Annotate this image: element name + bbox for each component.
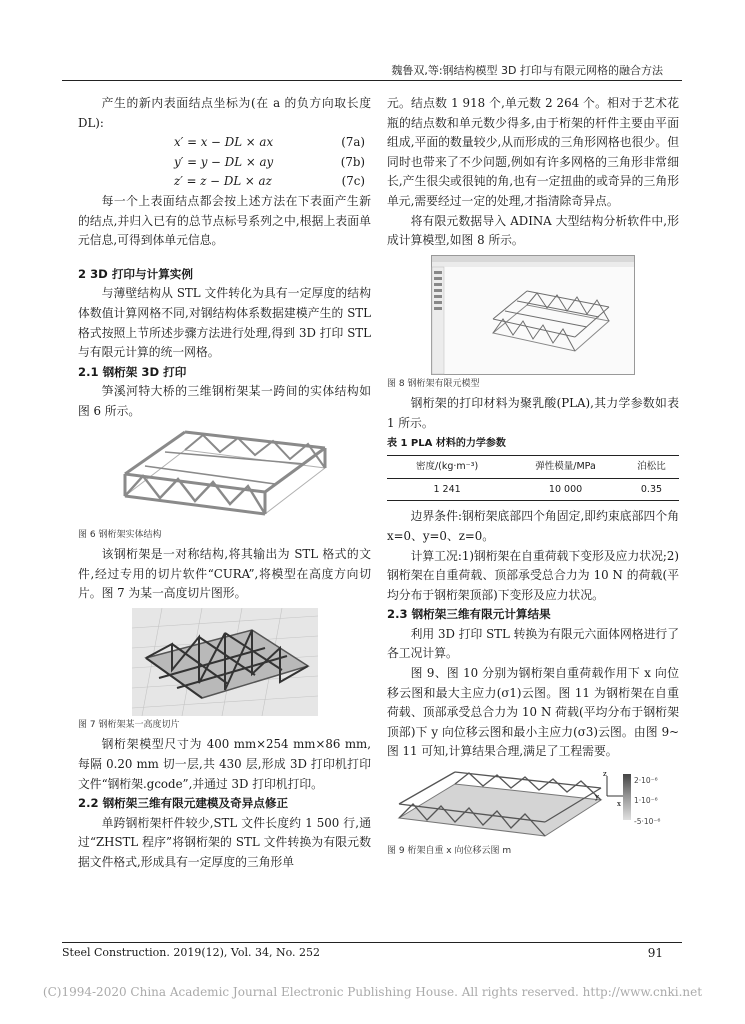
paragraph: 钢桁架模型尺寸为 400 mm×254 mm×86 mm,每隔 0.20 mm 切一层,共 430 层,形成 3D 打印机打印文件“钢桁架.gcode”,并通过 3D 打印机打印。 [78, 737, 371, 791]
equation-7b: y′ = y − DL × ay (7b) [174, 154, 365, 169]
svg-text:z: z [603, 772, 607, 779]
journal-citation: Steel Construction. 2019(12), Vol. 34, No. 252 [62, 946, 320, 959]
truss-contour-image [395, 770, 605, 840]
footer-rule [62, 942, 682, 943]
paragraph: 元。结点数 1 918 个,单元数 2 264 个。相对于艺术花瓶的结点数和单元数少得多,由于桁架的杆件主要由平面组成,平面的数量较少,从而形成的三角形网格也很少。但同时也带来了不少问题,例如有许多网格的三角形非常细长,产生很尖或很钝的角,也有一定扭曲的或奇异的三角形单元,需要经过一定的处理,才指清除奇异点。 [387, 96, 679, 208]
section-heading: 2 3D 打印与计算实例 [78, 266, 193, 281]
page-number: 91 [647, 946, 663, 960]
running-header: 魏鲁双,等:钢结构模型 3D 打印与有限元网格的融合方法 [391, 64, 663, 77]
table-row [387, 478, 679, 501]
figure-caption: 图 8 钢桁架有限元模型 [387, 378, 480, 389]
figure-caption: 图 6 钢桁架实体结构 [78, 529, 162, 540]
paragraph: 计算工况:1)钢桁架在自重荷载下变形及应力状况;2)钢桁架在自重荷载、顶部承受总合力为 10 N 的荷载(平均分布于钢桁架顶部)下变形及应力状况。 [387, 548, 679, 602]
paragraph: 边界条件:钢桁架底部四个角固定,即约束底部四个角 x=0、y=0、z=0。 [387, 509, 679, 543]
paragraph: 钢桁架的打印材料为聚乳酸(PLA),其力学参数如表 1 所示。 [387, 396, 679, 430]
paragraph: 图 9、图 10 分别为钢桁架自重荷载作用下 x 向位移云图和最大主应力(σ1)云图。图 11 为钢桁架在自重荷载、顶部承受总合力为 10 N 荷载(平均分布于钢桁架顶部)下 y 向位移云图和最小主应力(σ3)云图。由图 9~图 11 可知,计算结果合理,满足了工程需要。 [387, 666, 679, 759]
svg-text:x: x [617, 800, 621, 809]
figure-6-truss-image [115, 426, 335, 526]
legend-label-bottom: -5·10⁻⁶ [634, 817, 661, 827]
legend-label-top: 2·10⁻⁶ [634, 776, 658, 786]
section-heading: 2.3 钢桁架三维有限元计算结果 [387, 607, 551, 622]
paragraph: 将有限元数据导入 ADINA 大型结构分析软件中,形成计算模型,如图 8 所示。 [387, 213, 679, 248]
table-cell: 1 241 [387, 478, 507, 501]
figure-7-slice-image [132, 608, 318, 716]
paragraph: 每一个上表面结点都会按上述方法在下表面产生新的结点,并归入已有的总节点标号系列之中,根据上表面单元信息,可得到体单元信息。 [78, 193, 371, 248]
table-title: 表 1 PLA 材料的力学参数 [387, 437, 506, 449]
table-cell: 0.35 [624, 478, 679, 501]
equation-7a: x′ = x − DL × ax (7a) [174, 135, 365, 150]
table-header: 密度/(kg·m⁻³) [387, 456, 507, 479]
figure-caption: 图 7 钢桁架某一高度切片 [78, 719, 180, 730]
table-header: 泊松比 [624, 456, 679, 479]
table-header: 弹性模量/MPa [507, 456, 624, 479]
figure-8-adina-screenshot [431, 255, 635, 375]
section-heading: 2.2 钢桁架三维有限元建模及奇异点修正 [78, 796, 289, 811]
pla-properties-table [387, 455, 679, 501]
equation-7c: z′ = z − DL × az (7c) [174, 174, 365, 189]
paragraph: 产生的新内表面结点坐标为(在 a 的负方向取长度 DL): [78, 96, 371, 130]
color-legend [623, 774, 631, 820]
left-column [78, 94, 371, 873]
paragraph: 利用 3D 打印 STL 转换为有限元六面体网格进行了各工况计算。 [387, 626, 679, 661]
section-heading: 2.1 钢桁架 3D 打印 [78, 364, 187, 379]
right-column [387, 94, 679, 862]
figure-9-displacement-plot [387, 768, 679, 842]
header-rule [62, 80, 682, 81]
svg-text:y: y [595, 793, 599, 802]
paragraph: 单跨钢桁架杆件较少,STL 文件长度约 1 500 行,通过“ZHSTL 程序”将钢桁架的 STL 文件转换为有限元数据文件格式,形成具有一定厚度的三角形单 [78, 815, 371, 870]
paragraph: 笋溪河特大桥的三维钢桁架某一跨间的实体结构如图 6 所示。 [78, 384, 371, 418]
figure-caption: 图 9 桁架自重 x 向位移云图 m [387, 846, 512, 857]
copyright-watermark: (C)1994-2020 China Academic Journal Electronic Publishing House. All rights reserved. http://www.cnki.net [42, 985, 703, 999]
paragraph: 该钢桁架是一对称结构,将其输出为 STL 格式的文件,经过专用的切片软件“CURA”,将模型在高度方向切片。图 7 为某一高度切片图形。 [78, 547, 371, 601]
table-cell: 10 000 [507, 478, 624, 501]
paragraph: 与薄壁结构从 STL 文件转化为具有一定厚度的结构体数值计算网格不同,对钢结构体系数据建模产生的 STL 格式按照上节所述步骤方法进行处理,得到 3D 打印 STL 与有限元计算的统一网格。 [78, 286, 371, 360]
legend-label-mid: 1·10⁻⁶ [634, 796, 658, 806]
